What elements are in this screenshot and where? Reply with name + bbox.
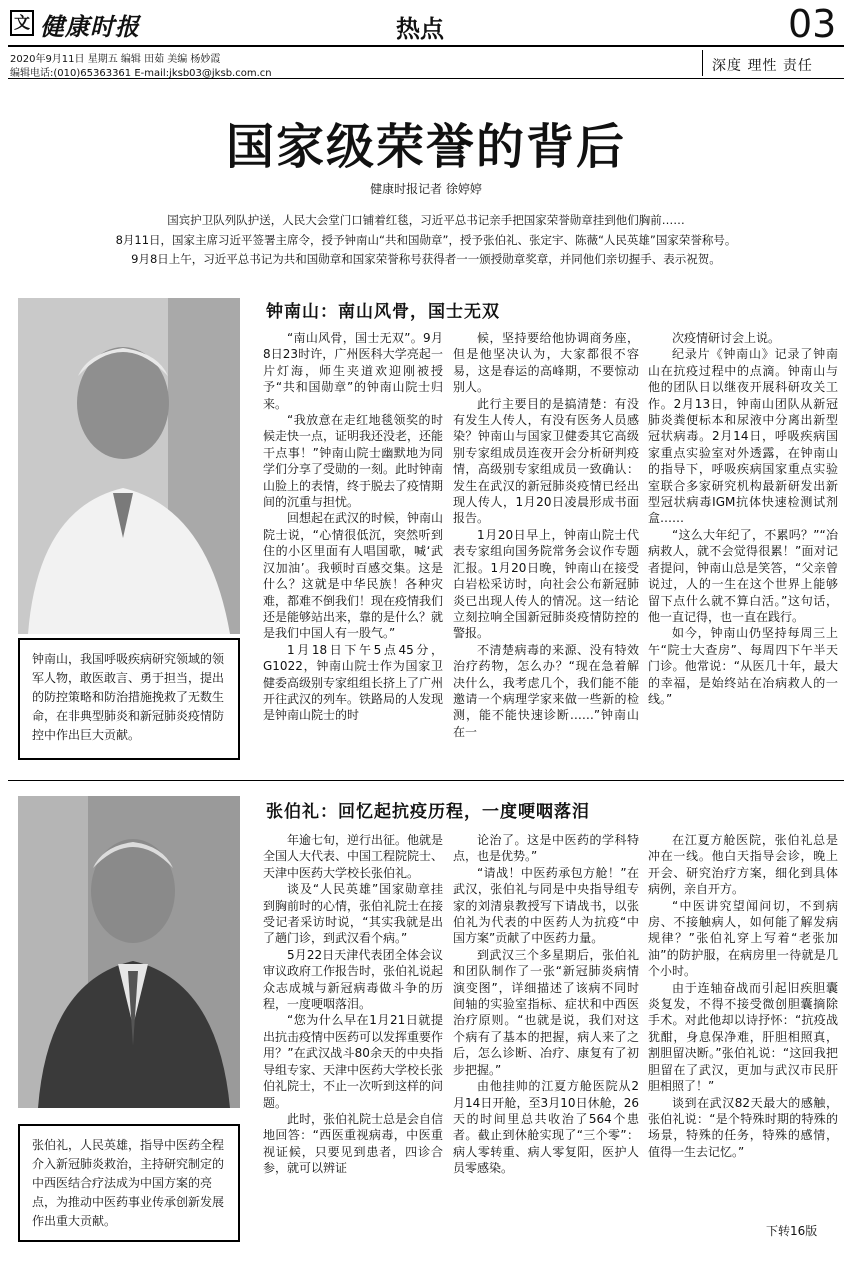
portrait-figure xyxy=(18,298,240,634)
masthead-bottom-rule xyxy=(8,78,844,79)
section1-column-1: “南山风骨，国士无双”。9月8日23时许，广州医科大学亮起一片灯海，师生夹道欢迎刚被授予“共和国勋章”的钟南山院士归来。 “我放意在走红地毯领奖的时候走快一点，证明我还没老，还能干点事！”钟南山院士幽默地为同学们分享了受勋的一刻。此时钟南山脸上的表情，终于脱去了疫情期间的沉重与担忧。 回想起在武汉的时候，钟南山院士说，“心情很低沉，突然听到住的小区里面有人唱国歌，喊‘武汉加油’。我顿时百感交集。这是什么？这就是中华民族！各种灾难，都难不倒我们！现在疫情我们还是能够站出来，靠的是什么？就是我们中国人有一股气。” 1月18日下午5点45分，G1022，钟南山院士作为国家卫健委高级别专家组组长挤上了广州开往武汉的列车。铁路局的人发现是钟南山院士的时 xyxy=(263,331,443,723)
intro-line-2: 8月11日，国家主席习近平签署主席令，授予钟南山“共和国勋章”，授予张伯礼、张定宇、陈薇“人民英雄”国家荣誉称号。 xyxy=(115,233,737,247)
zhang-boli-caption: 张伯礼，人民英雄，指导中医药全程介入新冠肺炎救治，主持研究制定的中西医结合疗法成为中国方案的亮点，为推动中医药事业传承创新发展作出重大贡献。 xyxy=(18,1124,240,1242)
zhong-nanshan-caption: 钟南山，我国呼吸疾病研究领域的领军人物，敢医敢言、勇于担当，提出的防控策略和防治措施挽救了无数生命，在非典型肺炎和新冠肺炎疫情防控中作出巨大贡献。 xyxy=(18,638,240,760)
article-headline: 国家级荣誉的背后 xyxy=(225,119,626,175)
zhong-nanshan-photo xyxy=(18,298,240,634)
contact-line: 编辑电话:(010)65363361 E-mail:jksb03@jksb.com.cn xyxy=(10,68,272,79)
section2-column-1: 年逾七旬，逆行出征。他就是全国人大代表、中国工程院院士、天津中医药大学校长张伯礼。 谈及“人民英雄”国家勋章挂到胸前时的心情，张伯礼院士在接受记者采访时说，“其实我就是出了趟门诊，到武汉看个病。” 5月22日天津代表团全体会议审议政府工作报告时，张伯礼说起众志成城与新冠病毒做斗争的历程，一度哽咽落泪。 “您为什么早在1月21日就提出抗击疫情中医药可以发挥重要作用？”在武汉战斗80余天的中央指导组专家、天津中医药大学校长张伯礼院士，不止一次听到这样的问题。 此时，张伯礼院士总是会自信地回答：“西医重视病毒，中医重视证候，只要见到患者，四诊合参，就可以辨证 xyxy=(263,833,443,1176)
section1-column-2: 候，坚持要给他协调商务座，但是他坚决认为，大家都很不容易，这是春运的高峰期，不要惊动别人。 此行主要目的是搞清楚：有没有发生人传人，有没有医务人员感染？钟南山与国家卫健委其它高级别专家组成员连夜开会分析研判疫情，高级别专家组成员一致确认：发生在武汉的新冠肺炎疫情已经出现人传人，1月20日凌晨形成书面报告。 1月20日早上，钟南山院士代表专家组向国务院常务会议作专题汇报。1月20日晚，钟南山在接受白岩松采访时，向社会公布新冠肺炎已出现人传人的情况。这一结论立刻拉响全国新冠肺炎疫情防控的警报。 不清楚病毒的来源、没有特效治疗药物，怎么办？“现在急着解决什么，我考虑几个，我们能不能邀请一个病理学家来做一些新的检测，能不能快速诊断……”钟南山在一 xyxy=(453,331,639,739)
portrait-figure xyxy=(18,796,240,1108)
section2-column-2: 论治了。这是中医药的学科特点，也是优势。” “请战！中医药承包方舱！”在武汉，张伯礼与同是中央指导组专家的刘清泉教授写下请战书，以张伯礼为代表的中医药人为抗疫“中国方案”贡献了中医药力量。 到武汉三个多星期后，张伯礼和团队制作了一张“新冠肺炎病情演变图”，详细描述了该病不同时间轴的实验室指标、症状和中西医治疗原则。“也就是说，我们对这个病有了基本的把握，病人来了之后，怎么诊断、冶疗、康复有了初步把握。” 由他挂帅的江夏方舱医院从2月14日开舱，至3月10日休舱，26天的时间里总共收治了564个患者。截止到休舱实现了“三个零”：病人零转重、病人零复阳，医护人员零感染。 xyxy=(453,833,639,1176)
brand-logo-mark: 文 xyxy=(10,10,34,36)
section2-title: 张伯礼：回忆起抗疫历程，一度哽咽落泪 xyxy=(266,802,590,822)
section-name: 热点 xyxy=(396,14,444,43)
intro-line-1: 国宾护卫队列队护送，人民大会堂门口铺着红毯，习近平总书记亲手把国家荣誉勋章挂到他们胸前…… xyxy=(167,213,685,227)
section2-column-3: 在江夏方舱医院，张伯礼总是冲在一线。他白天指导会诊，晚上开会、研究治疗方案，细化到具体病例，亲自开方。 “中医讲究望闻问切，不到病房、不接触病人，如何能了解发病规律？”张伯礼穿上写着“老张加油”的防护服，在病房里一待就是几个小时。 由于连轴奋战而引起旧疾胆囊炎复发，不得不接受微创胆囊摘除手术。对此他却以诗抒怀：“抗疫战犹酣，身息保净难，肝胆相照真，割胆留决断。”张伯礼说：“这回我把胆留在了武汉，更加与武汉市民肝胆相照了！” 谈到在武汉82天最大的感触，张伯礼说：“是个特殊时期的特殊的场景，特殊的任务，特殊的感情，值得一生去记忆。” xyxy=(648,833,838,1159)
newspaper-motto: 深度 理性 责任 xyxy=(712,58,813,74)
article-byline: 健康时报记者 徐婷婷 xyxy=(370,182,482,196)
intro-line-3: 9月8日上午，习近平总书记为共和国勋章和国家荣誉称号获得者一一颁授勋章奖章，并同他们亲切握手、表示祝贺。 xyxy=(131,252,721,266)
page-number: 03 xyxy=(788,2,837,46)
date-editor-line: 2020年9月11日 星期五 编辑 田茹 美编 杨妙霞 xyxy=(10,54,221,65)
section-divider xyxy=(8,780,844,781)
section1-title: 钟南山：南山风骨，国士无双 xyxy=(266,302,500,322)
newspaper-name: 健康时报 xyxy=(40,12,140,41)
section1-column-3: 次疫情研讨会上说。 纪录片《钟南山》记录了钟南山在抗疫过程中的点滴。钟南山与他的团队日以继夜开展科研攻关工作。2月13日，钟南山团队从新冠肺炎粪便标本和尿液中分离出新型冠状病毒。2月14日，呼吸疾病国家重点实验室对外透露，在钟南山的指导下，呼吸疾病国家重点实验室联合多家研究机构最新研发出新型冠状病毒IGM抗体快速检测试剂盒…… “这么大年纪了，不累吗？”“冶病救人，就不会觉得很累！”面对记者提问，钟南山总是笑答，“父亲曾说过，人的一生在这个世界上能够留下点什么就不算白活。”这句话，他一直记得，也一直在践行。 如今，钟南山仍坚持每周三上午“院士大查房”、每周四下午半天门诊。他常说：“从医几十年，最大的幸福，是始终站在冶病救人的一线。” xyxy=(648,331,838,706)
masthead-rule xyxy=(8,45,844,47)
zhang-boli-photo xyxy=(18,796,240,1108)
continued-on-page-note: 下转16版 xyxy=(766,1224,818,1238)
motto-divider xyxy=(702,50,703,76)
